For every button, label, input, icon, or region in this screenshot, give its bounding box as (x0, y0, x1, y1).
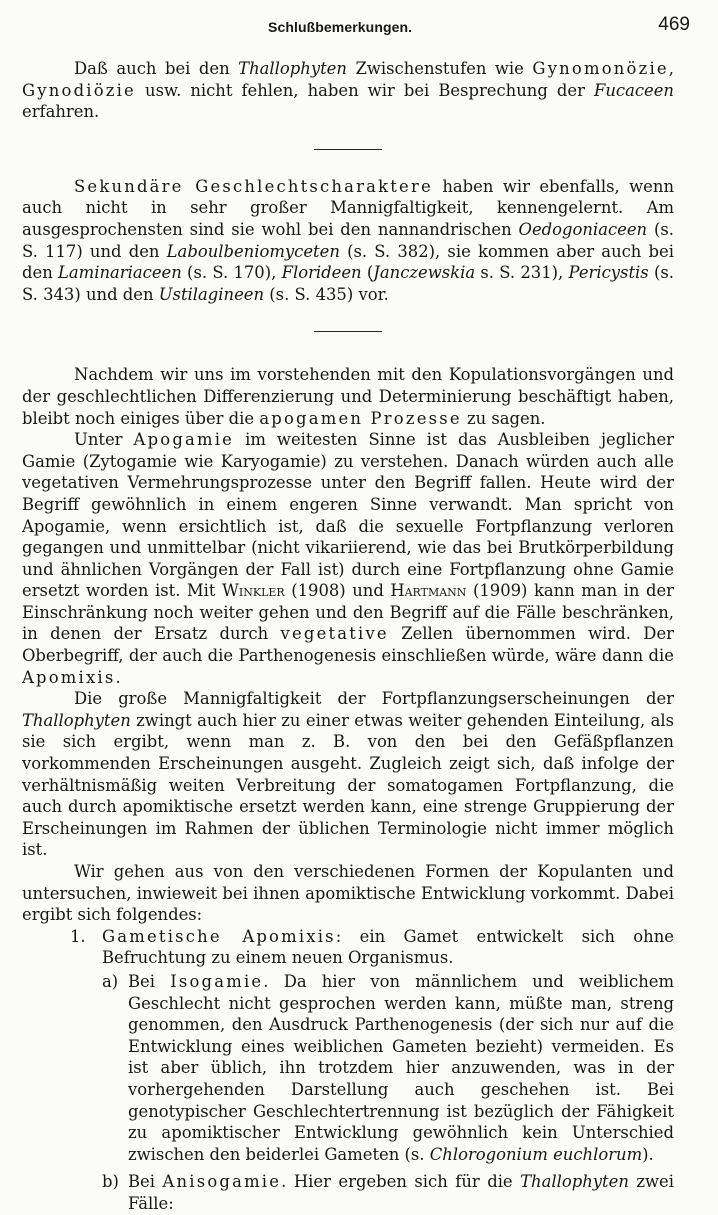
page-header (0, 14, 718, 40)
section-divider (314, 149, 382, 150)
author-hartmann: Hartmann (390, 581, 467, 601)
paragraph-mannigfaltigkeit: Die große Mannigfaltigkeit der Fortpflanzungserscheinungen der Thallophyten zwingt auch hier zu einer etwas weiter gehenden Einteilung, als sie sich ergibt, wenn man z. B. von den bei den Gefäßpflanzen vorkommenden Erscheinungen ausgeht. Zugleich zeigt sich, daß infolge der verhältnismäßig weiten Verbreitung der somatogamen Fortpflanzung, die auch durch apomiktische ersetzt werden kann, eine strenge Gruppierung der Erscheinungen im Rahmen der üblichen Terminologie nicht immer möglich ist. (22, 689, 674, 860)
running-head: Schlußbemerkungen. (268, 19, 413, 35)
paragraph-apogamie-definition: Unter Apogamie im weitesten Sinne ist das Ausbleiben jeglicher Gamie (Zytogamie wie Karyogamie) zu verstehen. Danach würden auch alle vegetativen Vermehrungsprozesse unter den Begriff fallen. Heute wird der Begriff gewöhnlich in einem engeren Sinne verwandt. Man spricht von Apogamie, wenn ersichtlich ist, daß die sexuelle Fortpflanzung verloren gegangen und unmittelbar (nicht vikariierend, wie das bei Brutkörperbildung und ähnlichen Vorgängen der Fall ist) durch eine Fortpflanzung ohne Gamie ersetzt worden ist. Mit Winkler (1908) und Hartmann (1909) kann man in der Einschränkung noch weiter gehen und den Begriff auf die Fälle beschränken, in denen der Ersatz durch vegetative Zellen übernommen wird. Der Oberbegriff, der auch die Parthenogenesis einschließen würde, wäre dann die Apomixis. (22, 430, 675, 687)
page-number: 469 (658, 14, 690, 35)
paragraph-zwischenstufen: Daß auch bei den Thallophyten Zwischenstufen wie Gynomonözie, Gynodiözie usw. nicht fehlen, haben wir bei Besprechung der Fucaceen erfahren. (22, 59, 675, 122)
paragraph-sekundaere-geschlechtscharaktere: Sekundäre Geschlechtscharaktere haben wir ebenfalls, wenn auch nicht in sehr großer Mannigfaltigkeit, kennengelernt. Am ausgesprochensten sind sie wohl bei den nannandrischen Oedogoniaceen (s. S. 117) und den Laboulbeniomyceten (s. S. 382), sie kommen aber auch bei den Laminariaceen (s. S. 170), Florideen (Janczewskia s. S. 231), Pericystis (s. S. 343) und den Ustilagineen (s. S. 435) vor. (22, 176, 674, 304)
paragraph-apogame-prozesse: Nachdem wir uns im vorstehenden mit den Kopulationsvorgängen und der geschlechtlichen Differenzierung und Determinierung beschäftigt haben, bleibt noch einiges über die apogamen Prozesse zu sagen. (22, 365, 674, 428)
body-text (22, 58, 674, 1215)
list-marker: a) (102, 971, 119, 991)
list-marker: b) (102, 1172, 119, 1192)
list-item-isogamie: a) Bei Isogamie. Da hier von männlichem und weiblichem Geschlecht nicht gesprochen werden kann, müßte man, streng genommen, den Ausdruck Parthenogenesis (der sich nur auf die Entwicklung eines weiblichen Gameten bezieht) vermeiden. Es ist aber üblich, ihn trotzdem hier anzuwenden, was in der vorhergehenden Darstellung auch geschehen ist. Bei genotypischer Geschlechtertrennung ist bezüglich der Fähigkeit zu apomiktischer Entwicklung gewöhnlich kein Unterschied zwischen den beiderlei Gameten (s. Chlorogonium euchlorum). (102, 971, 674, 1164)
paragraph-kopulanten: Wir gehen aus von den verschiedenen Formen der Kopulanten und untersuchen, inwieweit bei ihnen apomiktische Entwicklung vorkommt. Dabei ergibt sich folgendes: (22, 862, 674, 925)
list-item-gametische-apomixis: 1. Gametische Apomixis: ein Gamet entwickelt sich ohne Befruchtung zu einem neuen Organismus. (70, 926, 674, 968)
list-marker: 1. (70, 926, 86, 946)
list-item-anisogamie: b) Bei Anisogamie. Hier ergeben sich für die Thallophyten zwei Fälle: (102, 1172, 674, 1213)
author-winkler: Winkler (222, 581, 285, 601)
section-divider (314, 331, 382, 332)
